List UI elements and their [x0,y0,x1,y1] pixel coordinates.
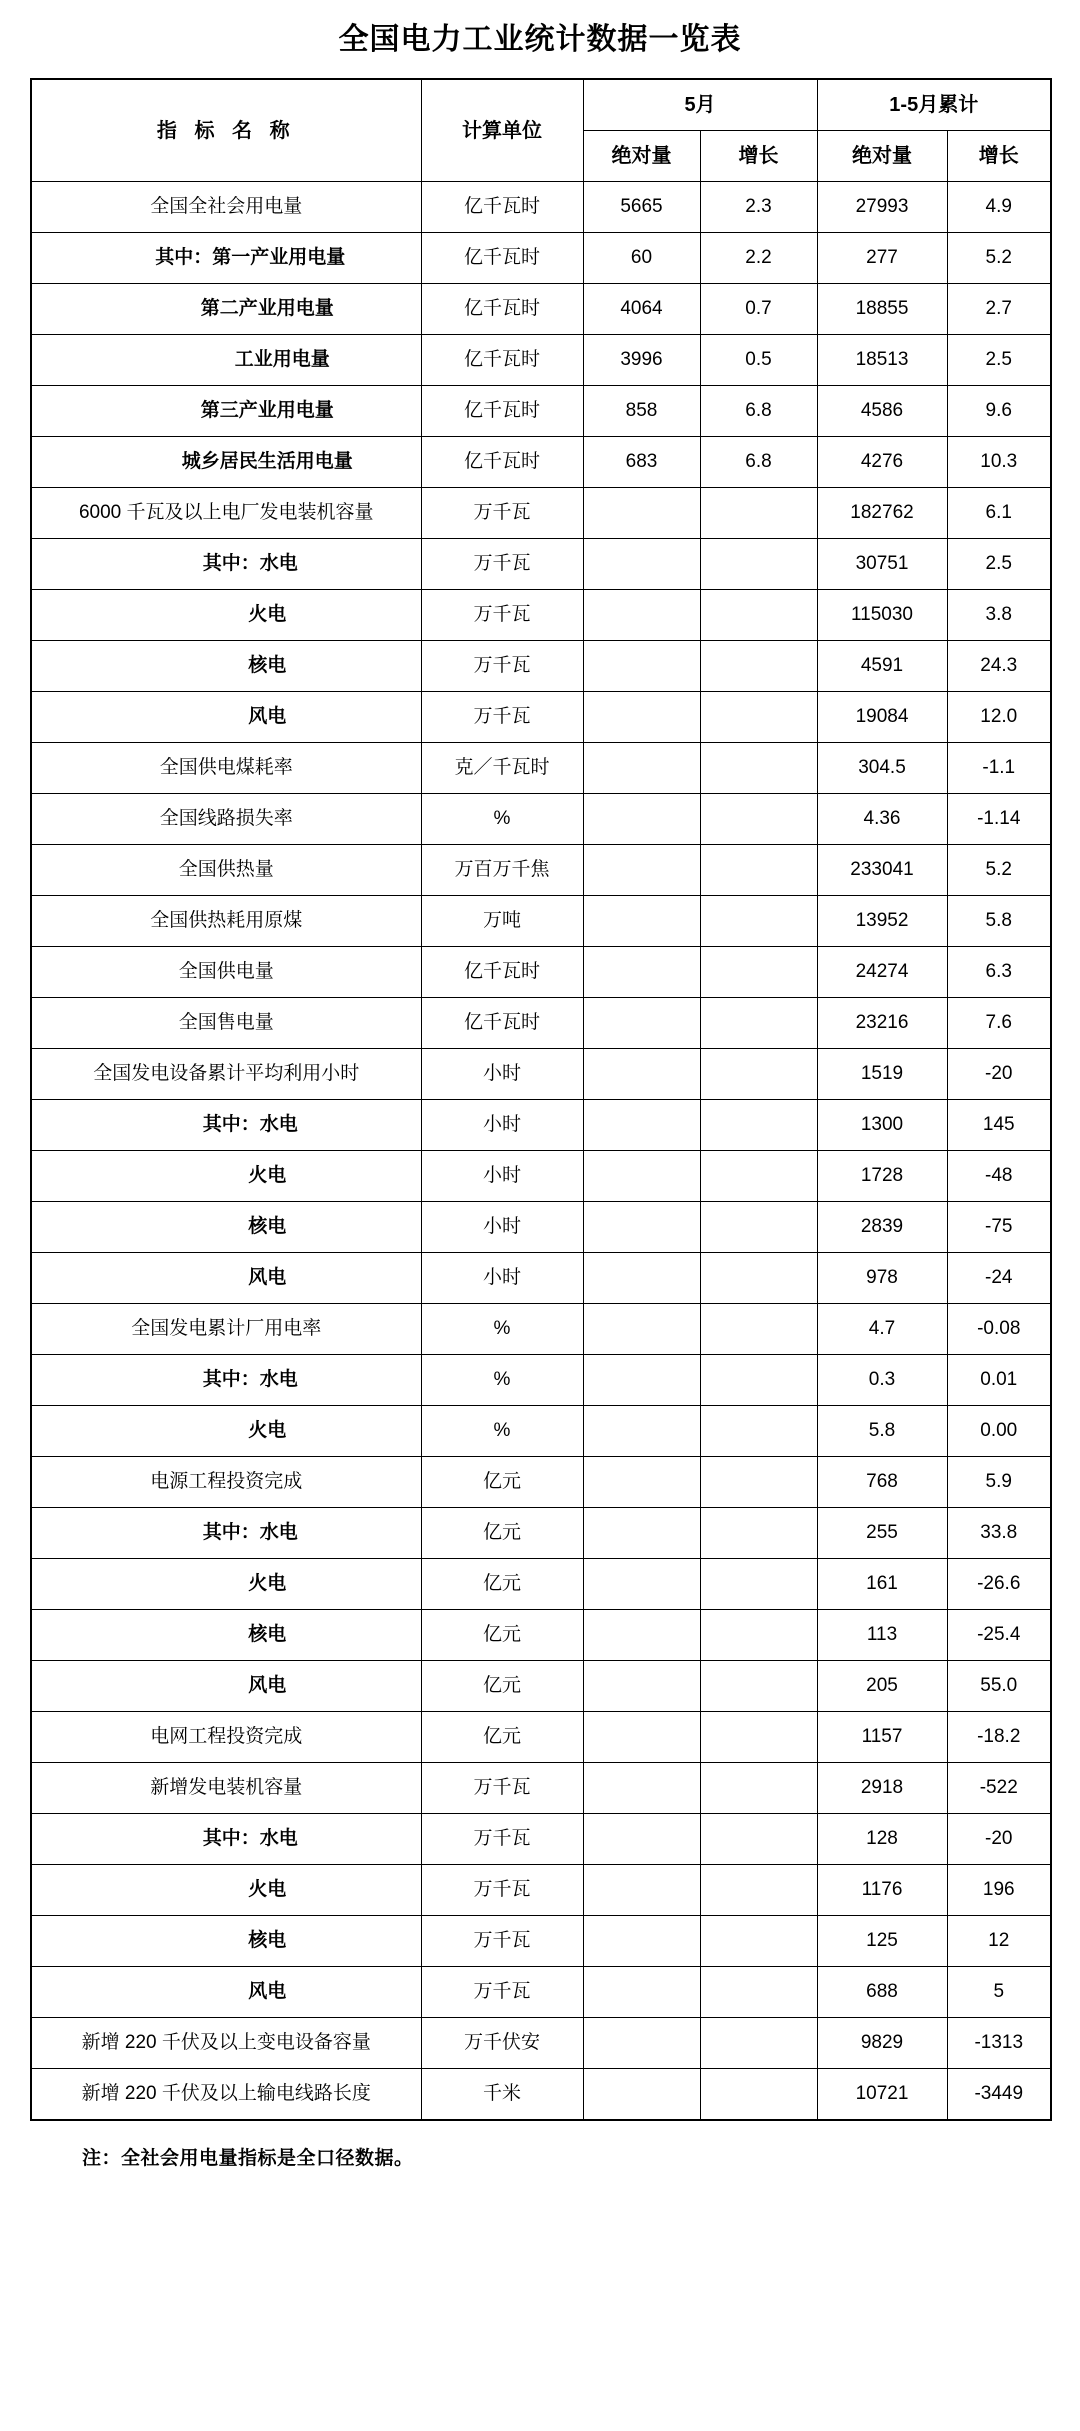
row-month-growth: 0.5 [700,335,817,386]
row-month-growth [700,1457,817,1508]
row-month-absolute [583,2069,700,2121]
row-cumulative-absolute: 688 [817,1967,947,2018]
row-month-absolute [583,1100,700,1151]
row-indicator: 核电 [31,641,421,692]
row-month-growth [700,2069,817,2121]
row-month-growth: 6.8 [700,386,817,437]
row-unit: 亿元 [421,1610,583,1661]
row-cumulative-absolute: 1728 [817,1151,947,1202]
row-cumulative-absolute: 9829 [817,2018,947,2069]
table-row [31,692,1051,743]
table-row [31,1712,1051,1763]
row-indicator: 火电 [31,1151,421,1202]
row-month-growth [700,1610,817,1661]
row-unit: 克／千瓦时 [421,743,583,794]
row-cumulative-growth: 4.9 [947,182,1051,233]
table-row [31,1916,1051,1967]
row-month-absolute [583,692,700,743]
row-cumulative-absolute: 10721 [817,2069,947,2121]
row-cumulative-growth: 145 [947,1100,1051,1151]
row-unit: 万千瓦 [421,1967,583,2018]
row-month-absolute: 3996 [583,335,700,386]
row-unit: 亿千瓦时 [421,998,583,1049]
row-indicator: 全国供电煤耗率 [31,743,421,794]
row-unit: 小时 [421,1202,583,1253]
row-month-growth [700,1916,817,1967]
row-indicator: 全国供热量 [31,845,421,896]
row-unit: 万千瓦 [421,488,583,539]
row-month-growth [700,845,817,896]
column-header-cumulative-absolute: 绝对量 [817,131,947,182]
row-unit: 万千瓦 [421,1763,583,1814]
table-row [31,2018,1051,2069]
table-row [31,488,1051,539]
row-month-absolute [583,947,700,998]
row-indicator: 核电 [31,1916,421,1967]
row-indicator: 全国售电量 [31,998,421,1049]
row-indicator: 全国发电累计厂用电率 [31,1304,421,1355]
row-cumulative-growth: -26.6 [947,1559,1051,1610]
row-cumulative-growth: 5 [947,1967,1051,2018]
row-unit: % [421,1406,583,1457]
row-unit: % [421,794,583,845]
row-cumulative-growth: 0.01 [947,1355,1051,1406]
table-row [31,1457,1051,1508]
row-month-absolute [583,1508,700,1559]
row-unit: 亿千瓦时 [421,182,583,233]
table-row [31,2069,1051,2121]
row-unit: 千米 [421,2069,583,2121]
row-cumulative-absolute: 304.5 [817,743,947,794]
row-cumulative-absolute: 2918 [817,1763,947,1814]
row-unit: 亿千瓦时 [421,335,583,386]
row-indicator: 工业用电量 [31,335,421,386]
row-month-absolute [583,1049,700,1100]
row-unit: 亿千瓦时 [421,437,583,488]
row-unit: 小时 [421,1100,583,1151]
row-unit: 亿千瓦时 [421,284,583,335]
row-indicator: 其中：水电 [31,1100,421,1151]
row-month-growth [700,1202,817,1253]
row-indicator: 风电 [31,1253,421,1304]
row-cumulative-absolute: 1519 [817,1049,947,1100]
row-month-growth [700,998,817,1049]
row-cumulative-growth: 5.8 [947,896,1051,947]
table-row [31,182,1051,233]
table-row [31,1763,1051,1814]
row-unit: 亿元 [421,1508,583,1559]
table-row [31,386,1051,437]
row-indicator: 火电 [31,590,421,641]
row-month-absolute [583,1355,700,1406]
row-month-growth [700,1508,817,1559]
row-cumulative-growth: 5.2 [947,233,1051,284]
row-month-growth [700,1049,817,1100]
row-month-growth [700,1661,817,1712]
table-row [31,794,1051,845]
row-month-absolute: 858 [583,386,700,437]
table-row [31,335,1051,386]
row-cumulative-growth: 6.1 [947,488,1051,539]
row-month-absolute: 4064 [583,284,700,335]
row-cumulative-absolute: 115030 [817,590,947,641]
row-indicator: 全国供热耗用原煤 [31,896,421,947]
row-unit: 万千瓦 [421,1814,583,1865]
row-cumulative-absolute: 30751 [817,539,947,590]
row-cumulative-growth: -20 [947,1814,1051,1865]
row-indicator: 全国供电量 [31,947,421,998]
row-indicator: 全国全社会用电量 [31,182,421,233]
row-month-growth [700,1814,817,1865]
row-cumulative-absolute: 125 [817,1916,947,1967]
row-month-absolute [583,743,700,794]
row-cumulative-growth: 9.6 [947,386,1051,437]
row-month-absolute [583,1916,700,1967]
row-indicator: 火电 [31,1865,421,1916]
row-unit: 万千瓦 [421,1865,583,1916]
row-month-growth [700,896,817,947]
row-month-growth [700,1406,817,1457]
row-unit: 亿千瓦时 [421,947,583,998]
table-row [31,1406,1051,1457]
row-cumulative-absolute: 19084 [817,692,947,743]
row-indicator: 其中：水电 [31,1508,421,1559]
row-indicator: 风电 [31,1661,421,1712]
row-cumulative-absolute: 128 [817,1814,947,1865]
row-indicator: 其中：水电 [31,539,421,590]
row-month-growth: 0.7 [700,284,817,335]
row-cumulative-growth: -1313 [947,2018,1051,2069]
row-month-absolute [583,1967,700,2018]
row-cumulative-absolute: 1176 [817,1865,947,1916]
row-month-absolute [583,896,700,947]
row-month-absolute [583,1610,700,1661]
row-cumulative-growth: 12 [947,1916,1051,1967]
row-month-growth [700,1865,817,1916]
row-unit: 小时 [421,1151,583,1202]
row-cumulative-absolute: 161 [817,1559,947,1610]
row-cumulative-absolute: 768 [817,1457,947,1508]
row-month-absolute [583,998,700,1049]
row-month-growth [700,743,817,794]
table-row [31,947,1051,998]
row-cumulative-absolute: 23216 [817,998,947,1049]
row-unit: 万百万千焦 [421,845,583,896]
row-month-growth: 2.3 [700,182,817,233]
row-unit: 亿元 [421,1559,583,1610]
row-cumulative-absolute: 1157 [817,1712,947,1763]
table-row [31,1049,1051,1100]
row-unit: % [421,1304,583,1355]
row-month-growth [700,1559,817,1610]
row-cumulative-absolute: 24274 [817,947,947,998]
row-unit: 万千瓦 [421,692,583,743]
table-row [31,743,1051,794]
row-month-absolute [583,1712,700,1763]
table-row [31,1661,1051,1712]
row-month-absolute [583,1865,700,1916]
row-cumulative-growth: -0.08 [947,1304,1051,1355]
row-indicator: 火电 [31,1559,421,1610]
row-cumulative-growth: -24 [947,1253,1051,1304]
row-indicator: 全国发电设备累计平均利用小时 [31,1049,421,1100]
row-indicator: 新增 220 千伏及以上输电线路长度 [31,2069,421,2121]
row-indicator: 风电 [31,692,421,743]
row-cumulative-growth: 5.9 [947,1457,1051,1508]
row-cumulative-growth: 0.00 [947,1406,1051,1457]
row-cumulative-growth: -20 [947,1049,1051,1100]
table-row [31,998,1051,1049]
column-header-indicator: 指 标 名 称 [31,79,421,182]
row-cumulative-growth: 2.7 [947,284,1051,335]
row-cumulative-growth: 6.3 [947,947,1051,998]
row-cumulative-growth: 2.5 [947,539,1051,590]
row-month-absolute: 683 [583,437,700,488]
row-cumulative-growth: 55.0 [947,1661,1051,1712]
row-cumulative-growth: 3.8 [947,590,1051,641]
row-unit: 万千瓦 [421,641,583,692]
row-cumulative-absolute: 27993 [817,182,947,233]
row-indicator: 其中：水电 [31,1814,421,1865]
table-row [31,437,1051,488]
row-indicator: 第二产业用电量 [31,284,421,335]
row-month-absolute [583,845,700,896]
table-row [31,1814,1051,1865]
row-cumulative-absolute: 255 [817,1508,947,1559]
row-indicator: 火电 [31,1406,421,1457]
row-unit: 万千瓦 [421,1916,583,1967]
row-cumulative-growth: 33.8 [947,1508,1051,1559]
row-month-absolute [583,590,700,641]
table-row [31,1355,1051,1406]
row-month-absolute [583,1304,700,1355]
row-cumulative-absolute: 233041 [817,845,947,896]
table-row [31,641,1051,692]
row-cumulative-absolute: 0.3 [817,1355,947,1406]
table-row [31,1967,1051,2018]
row-month-growth [700,1151,817,1202]
row-cumulative-absolute: 4.7 [817,1304,947,1355]
row-month-absolute: 60 [583,233,700,284]
row-month-absolute [583,1202,700,1253]
row-indicator: 城乡居民生活用电量 [31,437,421,488]
table-row [31,1865,1051,1916]
row-cumulative-growth: -1.1 [947,743,1051,794]
table-row [31,284,1051,335]
row-month-growth [700,1100,817,1151]
row-cumulative-absolute: 182762 [817,488,947,539]
row-month-growth [700,1712,817,1763]
row-unit: 万千瓦 [421,539,583,590]
row-indicator: 风电 [31,1967,421,2018]
row-cumulative-absolute: 4591 [817,641,947,692]
column-group-cumulative: 1-5月累计 [817,79,1051,131]
row-cumulative-absolute: 1300 [817,1100,947,1151]
table-row [31,1202,1051,1253]
table-row [31,845,1051,896]
row-month-absolute [583,539,700,590]
row-cumulative-growth: 5.2 [947,845,1051,896]
row-indicator: 第三产业用电量 [31,386,421,437]
row-cumulative-absolute: 4.36 [817,794,947,845]
row-month-absolute [583,1661,700,1712]
row-month-absolute [583,1763,700,1814]
row-indicator: 核电 [31,1610,421,1661]
row-cumulative-growth: -3449 [947,2069,1051,2121]
row-cumulative-growth: 10.3 [947,437,1051,488]
row-indicator: 新增 220 千伏及以上变电设备容量 [31,2018,421,2069]
row-month-absolute [583,1457,700,1508]
row-month-absolute [583,1406,700,1457]
table-row [31,1610,1051,1661]
row-month-absolute [583,1814,700,1865]
column-header-cumulative-growth: 增长 [947,131,1051,182]
row-month-absolute [583,641,700,692]
row-unit: 亿千瓦时 [421,386,583,437]
row-unit: 小时 [421,1049,583,1100]
table-row [31,590,1051,641]
row-month-growth [700,641,817,692]
table-row [31,539,1051,590]
row-month-growth [700,1253,817,1304]
row-cumulative-growth: 196 [947,1865,1051,1916]
row-indicator: 新增发电装机容量 [31,1763,421,1814]
row-cumulative-absolute: 277 [817,233,947,284]
row-unit: 万吨 [421,896,583,947]
table-row [31,1151,1051,1202]
row-month-growth [700,488,817,539]
row-indicator: 其中：水电 [31,1355,421,1406]
row-unit: 亿元 [421,1712,583,1763]
table-row [31,1304,1051,1355]
row-month-growth [700,692,817,743]
row-month-growth: 6.8 [700,437,817,488]
row-indicator: 电源工程投资完成 [31,1457,421,1508]
row-unit: 亿元 [421,1661,583,1712]
row-cumulative-absolute: 113 [817,1610,947,1661]
row-month-absolute [583,1253,700,1304]
row-cumulative-growth: -18.2 [947,1712,1051,1763]
row-cumulative-growth: -1.14 [947,794,1051,845]
row-cumulative-growth: 7.6 [947,998,1051,1049]
row-month-absolute [583,794,700,845]
row-cumulative-growth: 24.3 [947,641,1051,692]
row-cumulative-absolute: 4586 [817,386,947,437]
row-indicator: 6000 千瓦及以上电厂发电装机容量 [31,488,421,539]
row-month-absolute [583,488,700,539]
row-month-growth [700,539,817,590]
row-unit: 亿元 [421,1457,583,1508]
row-indicator: 核电 [31,1202,421,1253]
table-header [31,79,1051,182]
row-month-growth [700,1967,817,2018]
row-month-growth [700,2018,817,2069]
page-title: 全国电力工业统计数据一览表 [338,23,742,56]
row-indicator: 电网工程投资完成 [31,1712,421,1763]
row-month-growth [700,1763,817,1814]
row-cumulative-absolute: 18513 [817,335,947,386]
row-indicator: 其中：第一产业用电量 [31,233,421,284]
table-row [31,1253,1051,1304]
row-cumulative-absolute: 978 [817,1253,947,1304]
row-month-absolute [583,2018,700,2069]
row-unit: % [421,1355,583,1406]
column-header-month-absolute: 绝对量 [583,131,700,182]
row-cumulative-growth: 2.5 [947,335,1051,386]
row-month-absolute [583,1559,700,1610]
row-cumulative-growth: -48 [947,1151,1051,1202]
column-header-month-growth: 增长 [700,131,817,182]
row-cumulative-growth: -75 [947,1202,1051,1253]
row-cumulative-absolute: 205 [817,1661,947,1712]
row-month-absolute: 5665 [583,182,700,233]
row-cumulative-absolute: 4276 [817,437,947,488]
row-cumulative-absolute: 5.8 [817,1406,947,1457]
column-group-month: 5月 [583,79,817,131]
row-month-absolute [583,1151,700,1202]
row-cumulative-growth: -522 [947,1763,1051,1814]
row-month-growth [700,947,817,998]
row-indicator: 全国线路损失率 [31,794,421,845]
row-month-growth: 2.2 [700,233,817,284]
row-month-growth [700,1304,817,1355]
row-unit: 万千伏安 [421,2018,583,2069]
row-cumulative-absolute: 2839 [817,1202,947,1253]
table-row [31,896,1051,947]
row-cumulative-growth: 12.0 [947,692,1051,743]
table-note: 注：全社会用电量指标是全口径数据。 [82,2148,414,2169]
table-row [31,233,1051,284]
row-cumulative-absolute: 13952 [817,896,947,947]
row-cumulative-absolute: 18855 [817,284,947,335]
table-row [31,1508,1051,1559]
row-unit: 亿千瓦时 [421,233,583,284]
row-unit: 万千瓦 [421,590,583,641]
table-row [31,1559,1051,1610]
row-month-growth [700,794,817,845]
row-cumulative-growth: -25.4 [947,1610,1051,1661]
table-row [31,1100,1051,1151]
statistics-table [30,78,1052,2121]
column-header-unit: 计算单位 [421,79,583,182]
table-body [31,182,1051,2121]
row-month-growth [700,590,817,641]
row-unit: 小时 [421,1253,583,1304]
row-month-growth [700,1355,817,1406]
